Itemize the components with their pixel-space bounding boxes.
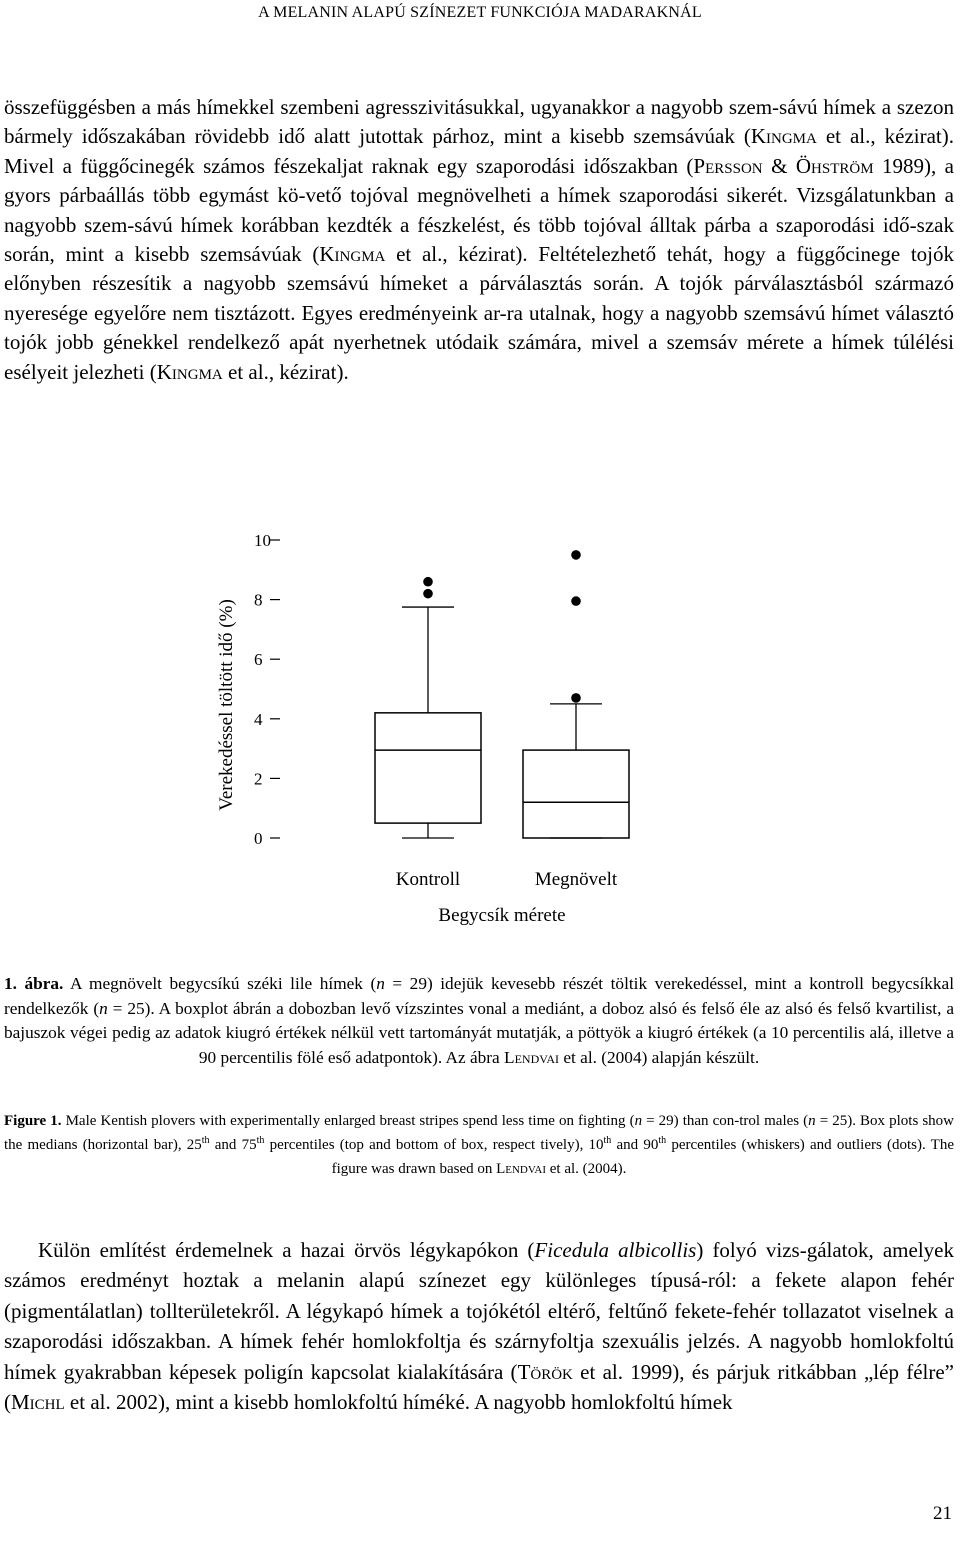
text: Külön említést érdemelnek a hazai örvös légykapókon (	[38, 1238, 535, 1262]
author-name: Lendvai	[504, 1047, 560, 1067]
text: = 25). A boxplot ábrán a dobozban levő vízszintes vonal a mediánt, a doboz alsó és felső éle az alsó és felső kvartilist, a bajuszok végei pedig az adatok kiugró értékek nélkül vett tartományát mutatják, a pöttyök a kiugró értékek (a 10 percentilis alá, illetve a 90 percentilis fölé eső adatpontok). Az ábra	[4, 998, 955, 1067]
text: et al., kézirat). Feltételezhető tehát, hogy a függőcinege tojók előnyben részesítik a nagyobb szemsávú hímeket a párválasztás során. A tojók párválasztásból származó nyeresége egyelőre nem tisztázott. Egyes eredményeink ar-ra utalnak, hogy a nagyobb szemsávú hímet választó tojók jobb génekkel rendelkező apát nyerhetnek utódaik számára, mivel a szemsáv mérete a hímek túlélési esélyeit jelezheti (	[4, 242, 955, 384]
interquartile-box	[375, 713, 481, 823]
y-tick-label: 6	[254, 650, 263, 670]
text: = 29) than con-trol males (	[642, 1113, 809, 1129]
figure-caption-hungarian	[4, 972, 954, 1070]
text: et al., kézirat).	[222, 359, 349, 384]
author-name: Kingma	[156, 359, 223, 384]
author-name: Kingma	[750, 124, 817, 149]
text: et al., kézirat). Mivel a függőcinegék számos fészekaljat raknak egy szaporodási időszakban (	[4, 124, 954, 178]
caption-label: 1. ábra.	[4, 974, 64, 993]
outlier-dot	[423, 577, 433, 587]
species-name: Ficedula albicollis	[534, 1238, 697, 1262]
outlier-dot	[571, 596, 581, 606]
y-tick-label: 0	[254, 829, 263, 848]
superscript: th	[256, 1135, 265, 1146]
superscript: th	[201, 1135, 210, 1146]
author-name: Michl	[11, 1390, 65, 1415]
y-axis-label: Verekedéssel töltött idő (%)	[216, 599, 237, 811]
text: et al. 1999), és párjuk ritkábban „lép félre” (	[4, 1359, 954, 1415]
running-header: A MELANIN ALAPÚ SZÍNEZET FUNKCIÓJA MADARAKNÁL	[258, 4, 702, 21]
text: A megnövelt begycsíkú széki lile hímek (	[63, 974, 377, 993]
text: and 90	[611, 1137, 659, 1153]
text: &	[762, 153, 796, 178]
boxplot-boxes	[375, 550, 629, 890]
boxplot-figure	[0, 510, 960, 930]
box-1	[375, 577, 481, 890]
outlier-dot	[571, 693, 581, 703]
text: = 29) idejük kevesebb részét töltik verekedéssel, mint a kontroll begycsíkkal rendelkezők (	[4, 974, 954, 1018]
figure-caption-english	[4, 1109, 954, 1181]
author-name: Török	[517, 1359, 573, 1384]
text: Male Kentish plovers with experimentally enlarged breast stripes spend less time on fighting (	[61, 1113, 635, 1129]
body-paragraph-2	[4, 1235, 954, 1417]
text: et al. (2004) alapján készült.	[559, 1047, 760, 1067]
interquartile-box	[523, 750, 629, 838]
text: percentiles (whiskers) and outliers (dots). The figure was drawn based on	[331, 1137, 954, 1177]
text: ) folyó vizs-gálatok, amelyek számos eredményt hoztak a melanin alapú színezet egy különleges típusá-ról: a fekete alapon fehér (pigmentálatlan) tollterületekről. A légykapó hímek a tojókétól eltérő, feltűnő fekete-fehér tollazatot viselnek a szaporodási időszakban. A hímek fehér homlokfoltja és szárnyfoltja szexuális jelzés. A nagyobb homlokfoltú hímek gyakrabban képesek poligín kapcsolat kialakítására (	[4, 1238, 954, 1384]
box-2	[523, 550, 629, 890]
y-tick-label: 4	[254, 709, 263, 729]
text: 1989), a gyors párbaállás több egymást kö-vető tojóval megnövelheti a hímek szaporodási sikerét. Vizsgálatunkban a nagyobb szem-sávú hímek korábban kezdték a fészkelést, és több tojóval álltak párba a szaporodási idő-szak során, mint a kisebb szemsávúak (	[4, 153, 954, 267]
y-tick-label: 8	[254, 590, 263, 610]
sample-size-symbol: n	[99, 998, 108, 1018]
author-name: Persson	[693, 153, 763, 178]
y-tick-label: 2	[254, 769, 263, 789]
text: = 25). Box plots show the medians (horizontal bar), 25	[4, 1113, 955, 1153]
x-axis-label: Begycsík mérete	[438, 905, 566, 926]
text: et al. 2002), mint a kisebb homlokfoltú híméké. A nagyobb homlokfoltú hímek	[64, 1390, 733, 1415]
superscript: th	[658, 1135, 667, 1146]
x-category-label: Megnövelt	[534, 869, 618, 890]
author-name: Öhström	[795, 153, 874, 178]
text: et al. (2004).	[546, 1161, 627, 1177]
sample-size-symbol: n	[634, 1113, 643, 1129]
author-name: Kingma	[319, 242, 386, 267]
author-name: Lendvai	[496, 1161, 547, 1177]
outlier-dot	[423, 589, 433, 599]
page-number: 21	[933, 1503, 952, 1524]
y-axis-ticks	[254, 531, 280, 848]
body-paragraph-1	[4, 93, 954, 387]
sample-size-symbol: n	[376, 974, 385, 993]
text: percentiles (top and bottom of box, respect tively), 10	[264, 1137, 604, 1153]
text: összefüggésben a más hímekkel szembeni agresszivitásukkal, ugyanakkor a nagyobb szem-sávú hímek a szezon bármely időszakában rövidebb idő alatt jutottak párhoz, mint a kisebb szemsávúak (	[4, 95, 954, 149]
text: and 75	[209, 1137, 257, 1153]
superscript: th	[603, 1135, 612, 1146]
caption-label: Figure 1.	[4, 1113, 62, 1129]
y-tick-label: 10	[254, 531, 271, 550]
outlier-dot	[571, 550, 581, 560]
sample-size-symbol: n	[808, 1113, 816, 1129]
x-category-label: Kontroll	[395, 869, 461, 890]
